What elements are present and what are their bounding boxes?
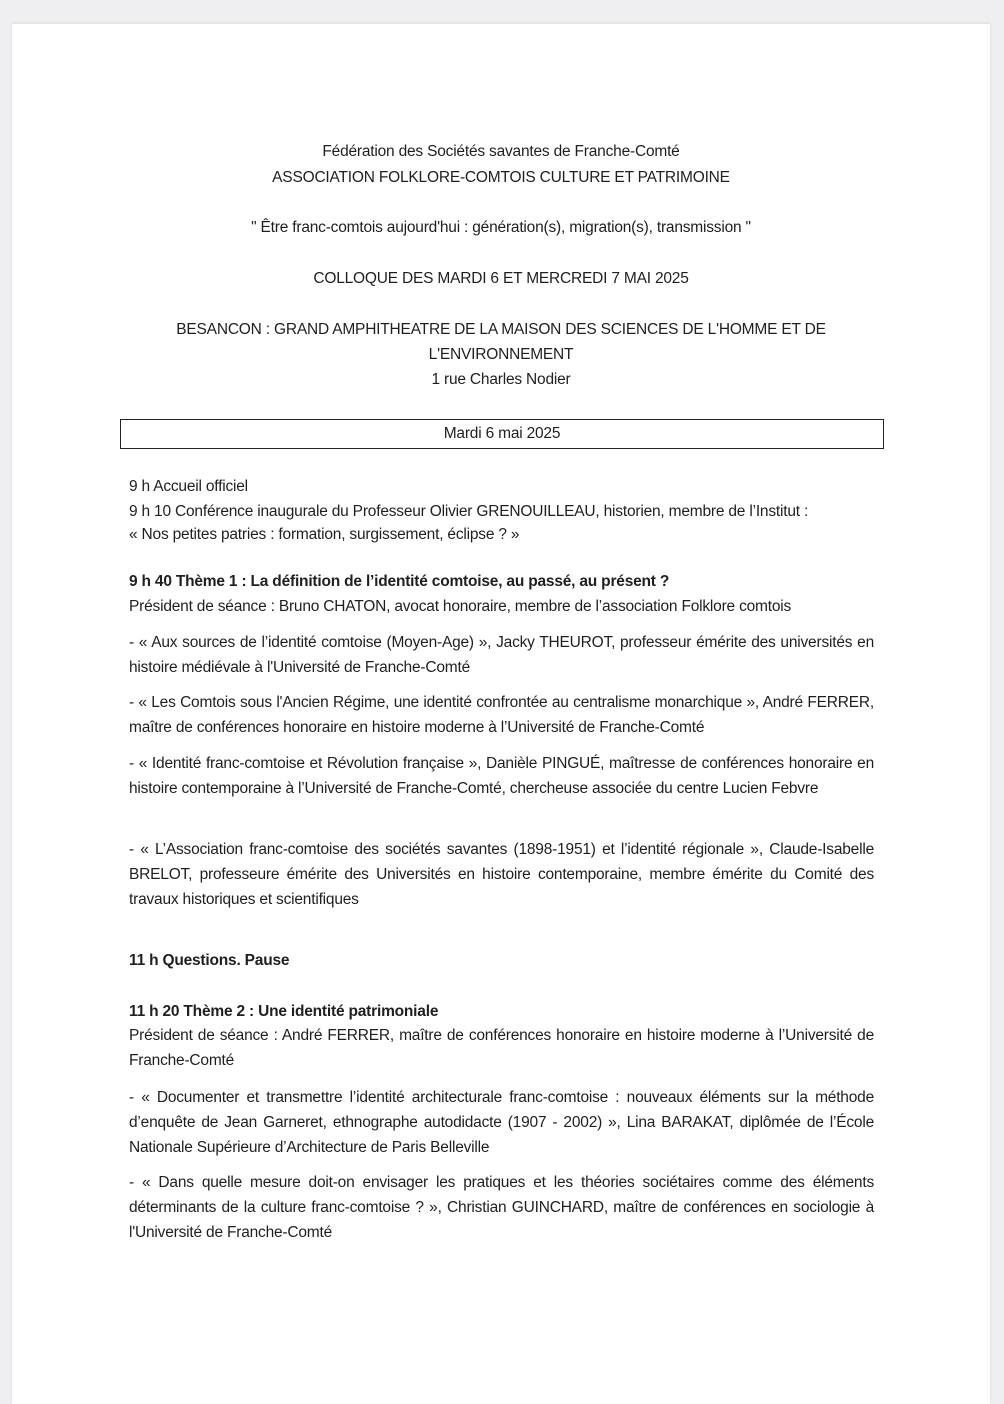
theme-1-talk-4: - « L’Association franc-comtoise des sociétés savantes (1898-1951) et l’identité régionale », Claude-Isabelle BRELOT, professeure émérite des Universités en histoire contemporaine, membre émérite du Comité des travaux historiques et scientifiques xyxy=(129,841,874,908)
theme-2-heading: 11 h 20 Thème 2 : Une identité patrimoniale xyxy=(129,1003,439,1020)
document-page xyxy=(12,24,990,1404)
federation-name: Fédération des Sociétés savantes de Franche-Comté xyxy=(322,143,680,160)
welcome-item: 9 h Accueil officiel xyxy=(129,478,248,495)
theme-1-talk-2: - « Les Comtois sous l'Ancien Régime, une identité confrontée au centralisme monarchique », André FERRER, maître de conférences honoraire en histoire moderne à l’Université de Franche-Comté xyxy=(129,694,874,736)
theme-1-talk-1: - « Aux sources de l’identité comtoise (Moyen-Age) », Jacky THEUROT, professeur émérite des universités en histoire médiévale à l'Université de Franche-Comté xyxy=(129,634,874,676)
colloquium-theme-title: " Être franc-comtois aujourd'hui : génération(s), migration(s), transmission " xyxy=(251,219,751,236)
association-name: ASSOCIATION FOLKLORE-COMTOIS CULTURE ET PATRIMOINE xyxy=(272,169,730,186)
theme-2-talk-2: - « Dans quelle mesure doit-on envisager les pratiques et les théories sociétaires comme des éléments déterminants de la culture franc-comtoise ? », Christian GUINCHARD, maître de conférences en sociologie à l'Université de Franche-Comté xyxy=(129,1174,874,1241)
theme-2-president: Président de séance : André FERRER, maître de conférences honoraire en histoire moderne à l’Université de Franche-Comté xyxy=(129,1027,874,1069)
theme-1-heading: 9 h 40 Thème 1 : La définition de l’identité comtoise, au passé, au présent ? xyxy=(129,573,670,590)
day-heading-box: Mardi 6 mai 2025 xyxy=(120,419,884,449)
colloquium-dates: COLLOQUE DES MARDI 6 ET MERCREDI 7 MAI 2025 xyxy=(313,270,689,287)
theme-1-talk-3: - « Identité franc-comtoise et Révolution française », Danièle PINGUÉ, maîtresse de conférences honoraire en histoire contemporaine à l’Université de Franche-Comté, chercheuse associée du centre Lucien Febvre xyxy=(129,755,874,797)
venue-line-1: BESANCON : GRAND AMPHITHEATRE DE LA MAISON DES SCIENCES DE L'HOMME ET DE xyxy=(176,321,826,338)
inaugural-lecture-line-1: 9 h 10 Conférence inaugurale du Professeur Olivier GRENOUILLEAU, historien, membre de l’Institut : xyxy=(129,503,809,520)
pause-item: 11 h Questions. Pause xyxy=(129,952,290,969)
venue-address: 1 rue Charles Nodier xyxy=(431,371,571,388)
venue-line-2: L'ENVIRONNEMENT xyxy=(428,346,574,363)
inaugural-lecture-line-2: « Nos petites patries : formation, surgissement, éclipse ? » xyxy=(129,526,520,543)
theme-2-talk-1: - « Documenter et transmettre l’identité architecturale franc-comtoise : nouveaux éléments sur la méthode d’enquête de Jean Garneret, ethnographe autodidacte (1907 - 2002) », Lina BARAKAT, diplômée de l’École Nationale Supérieure d’Architecture de Paris Belleville xyxy=(129,1089,874,1156)
theme-1-president: Président de séance : Bruno CHATON, avocat honoraire, membre de l’association Folklore comtois xyxy=(129,598,792,615)
